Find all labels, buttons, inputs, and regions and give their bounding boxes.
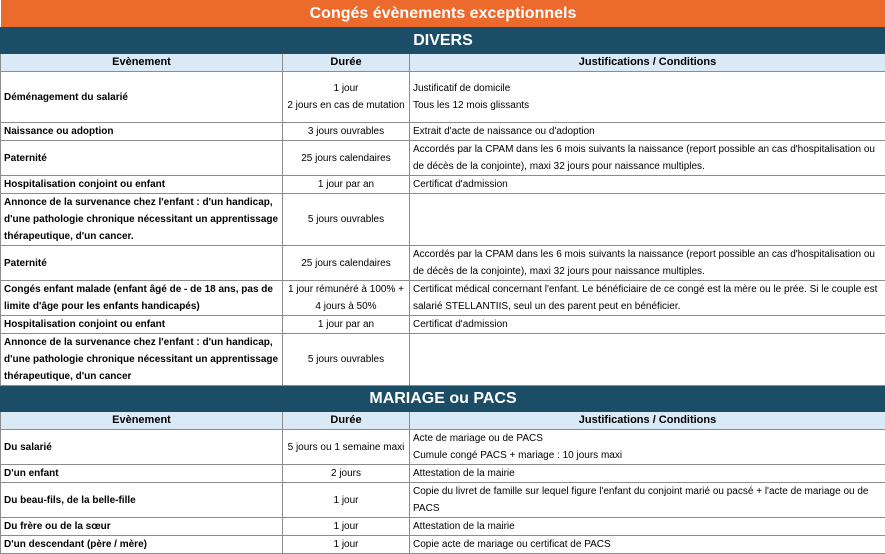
event-cell: Hospitalisation conjoint ou enfant: [1, 176, 283, 194]
table-row: [1, 72, 885, 123]
column-header-event: Evènement: [1, 412, 283, 430]
page-title: Congés évènements exceptionnels: [1, 0, 885, 28]
table-row: [1, 518, 885, 536]
section-mariage-header: [1, 386, 885, 412]
event-cell: Hospitalisation conjoint ou enfant: [1, 316, 283, 334]
justification-cell: Attestation de la mairie: [410, 465, 885, 483]
banner-row: [1, 0, 885, 28]
event-cell: Paternité: [1, 246, 283, 281]
event-cell: Congés enfant malade (enfant âgé de - de 18 ans, pas de limite d'âge pour les enfants handicapés): [1, 281, 283, 316]
table-row: [1, 536, 885, 554]
event-cell: Du frère ou de la sœur: [1, 518, 283, 536]
justification-line: Tous les 12 mois glissants: [413, 97, 882, 114]
justification-cell: Accordés par la CPAM dans les 6 mois suivants la naissance (report possible an cas d'hospitalisation ou de décès de la conjointe), maxi 32 jours pour naissance multiples.: [410, 141, 885, 176]
justification-line: Cumule congé PACS + mariage : 10 jours maxi: [413, 447, 882, 464]
duration-line: 1 jour: [286, 80, 406, 97]
duration-cell: 1 jour: [283, 518, 410, 536]
event-cell: Du salarié: [1, 430, 283, 465]
duration-line: 2 jours en cas de mutation: [286, 97, 406, 114]
table-row: [1, 194, 885, 246]
justification-cell: [410, 194, 885, 246]
column-header-justification: Justifications / Conditions: [410, 412, 885, 430]
event-cell: D'un enfant: [1, 465, 283, 483]
justification-cell: Attestation de la mairie: [410, 518, 885, 536]
table-row: [1, 483, 885, 518]
duration-cell: 2 jours: [283, 465, 410, 483]
event-cell: Paternité: [1, 141, 283, 176]
duration-cell: 5 jours ou 1 semaine maxi: [283, 430, 410, 465]
table-row: [1, 281, 885, 316]
event-cell: Naissance ou adoption: [1, 123, 283, 141]
duration-cell: [283, 72, 410, 123]
justification-line: Acte de mariage ou de PACS: [413, 430, 882, 447]
column-header-duration: Durée: [283, 412, 410, 430]
justification-cell: [410, 334, 885, 386]
event-cell: Du beau-fils, de la belle-fille: [1, 483, 283, 518]
duration-cell: 1 jour par an: [283, 316, 410, 334]
duration-cell: 25 jours calendaires: [283, 246, 410, 281]
column-header-justification: Justifications / Conditions: [410, 54, 885, 72]
event-cell: D'un descendant (père / mère): [1, 536, 283, 554]
duration-cell: 1 jour par an: [283, 176, 410, 194]
justification-cell: Copie du livret de famille sur lequel figure l'enfant du conjoint marié ou pacsé + l'acte de mariage ou de PACS: [410, 483, 885, 518]
justification-cell: Extrait d'acte de naissance ou d'adoption: [410, 123, 885, 141]
duration-cell: 25 jours calendaires: [283, 141, 410, 176]
column-header-row: [1, 412, 885, 430]
duration-cell: 3 jours ouvrables: [283, 123, 410, 141]
column-header-event: Evènement: [1, 54, 283, 72]
event-cell: Annonce de la survenance chez l'enfant : d'un handicap, d'une pathologie chronique nécessitant un apprentissage thérapeutique, d'un cancer.: [1, 194, 283, 246]
table-row: [1, 316, 885, 334]
section-divers-header: [1, 28, 885, 54]
table-row: [1, 465, 885, 483]
duration-cell: 5 jours ouvrables: [283, 194, 410, 246]
justification-cell: [410, 430, 885, 465]
column-header-row: [1, 54, 885, 72]
duration-cell: 1 jour: [283, 536, 410, 554]
duration-cell: 5 jours ouvrables: [283, 334, 410, 386]
table-row: [1, 246, 885, 281]
table-row: [1, 176, 885, 194]
duration-cell: 1 jour rémunéré à 100% + 4 jours à 50%: [283, 281, 410, 316]
table-row: [1, 141, 885, 176]
justification-cell: Copie acte de mariage ou certificat de PACS: [410, 536, 885, 554]
table-row: [1, 334, 885, 386]
duration-cell: 1 jour: [283, 483, 410, 518]
table-row: [1, 430, 885, 465]
justification-cell: Accordés par la CPAM dans les 6 mois suivants la naissance (report possible an cas d'hospitalisation ou de décès de la conjointe), maxi 32 jours pour naissance multiples.: [410, 246, 885, 281]
justification-cell: [410, 72, 885, 123]
table-row: [1, 123, 885, 141]
section-title: MARIAGE ou PACS: [1, 386, 885, 412]
section-title: DIVERS: [1, 28, 885, 54]
justification-cell: Certificat d'admission: [410, 316, 885, 334]
event-cell: Annonce de la survenance chez l'enfant : d'un handicap, d'une pathologie chronique nécessitant un apprentissage thérapeutique, d'un cancer: [1, 334, 283, 386]
justification-cell: Certificat d'admission: [410, 176, 885, 194]
justification-line: Justificatif de domicile: [413, 80, 882, 97]
event-cell: Déménagement du salarié: [1, 72, 283, 123]
column-header-duration: Durée: [283, 54, 410, 72]
justification-cell: Certificat médical concernant l'enfant. Le bénéficiaire de ce congé est la mère ou le prée. Si le couple est salarié STELLANTIIS, seul un des parent peut en bénéficier.: [410, 281, 885, 316]
